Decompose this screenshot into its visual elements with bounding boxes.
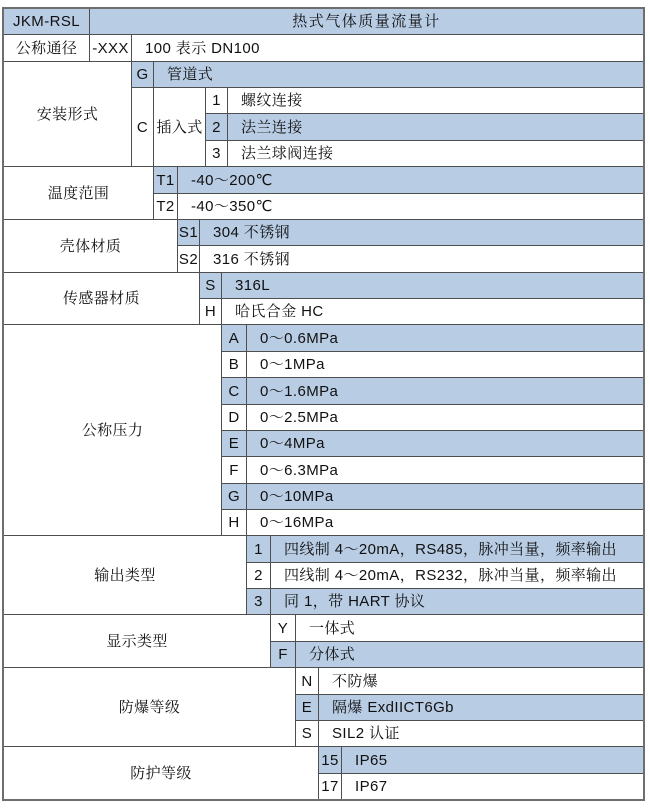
option-value-installation-type-3 — [227, 140, 644, 167]
option-code-installation-type-G — [131, 61, 154, 88]
option-code-temperature-range-T1 — [153, 166, 178, 194]
option-code-explosion-proof-grade-S — [295, 720, 319, 747]
option-value-explosion-proof-grade-N-text: 不防爆 — [332, 672, 379, 690]
option-value-protection-grade-15-text: IP65 — [355, 751, 388, 769]
option-code-explosion-proof-grade-E-text: E — [301, 699, 313, 716]
section-label-display-type-text: 显示类型 — [106, 632, 168, 650]
section-label-nominal-diameter-text: 公称通径 — [15, 39, 78, 57]
option-value-protection-grade-17 — [341, 773, 644, 800]
option-code-output-type-1 — [246, 535, 271, 563]
option-value-protection-grade-15 — [341, 746, 644, 774]
section-label-display-type — [3, 614, 271, 668]
option-code-explosion-proof-grade-N — [295, 667, 319, 695]
option-code-display-type-F — [270, 641, 296, 668]
option-code-nominal-pressure-G — [221, 483, 247, 510]
option-value-nominal-pressure-F — [246, 456, 644, 484]
option-code-nominal-pressure-D-text: D — [228, 409, 240, 426]
option-code-sensor-material-H — [199, 298, 222, 325]
option-code-nominal-pressure-C — [221, 377, 247, 405]
option-code-protection-grade-15 — [318, 746, 342, 774]
product-model-code-text: JKM-RSL — [13, 13, 80, 30]
section-label-protection-grade — [3, 746, 319, 800]
option-code-nominal-pressure-E-text: E — [228, 435, 240, 452]
table-title-text: 热式气体质量流量计 — [292, 13, 441, 30]
option-code-nominal-pressure-F — [221, 456, 247, 484]
option-value-installation-type-G — [153, 61, 644, 88]
option-value-installation-type-2-text: 法兰连接 — [241, 118, 303, 136]
option-value-explosion-proof-grade-S — [318, 720, 644, 747]
option-value-nominal-pressure-B-text: 0～1MPa — [260, 356, 325, 373]
option-value-explosion-proof-grade-S-text: SIL2 认证 — [332, 725, 400, 742]
option-value-display-type-Y — [295, 614, 644, 642]
option-code-nominal-pressure-B — [221, 351, 247, 378]
option-code-installation-type-3-text: 3 — [212, 145, 221, 162]
option-value-explosion-proof-grade-N — [318, 667, 644, 695]
option-value-nominal-pressure-H-text: 0～16MPa — [260, 514, 334, 531]
option-code-temperature-range-T1-text: T1 — [156, 171, 175, 189]
option-code-output-type-3 — [246, 588, 271, 615]
option-value-installation-type-G-text: 管道式 — [167, 66, 214, 83]
table-title — [89, 8, 644, 35]
option-code-explosion-proof-grade-E — [295, 694, 319, 721]
option-value-display-type-Y-text: 一体式 — [309, 619, 356, 637]
option-value-output-type-3-text: 同 1，带 HART 协议 — [284, 593, 426, 610]
option-value-installation-type-3-text: 法兰球阀连接 — [241, 145, 334, 162]
option-value-installation-type-2 — [227, 113, 644, 141]
option-value-sensor-material-S — [221, 272, 644, 299]
product-model-code — [3, 8, 90, 35]
option-code-nominal-pressure-G-text: G — [227, 488, 241, 505]
option-code-output-type-2-text: 2 — [254, 567, 263, 584]
option-value-temperature-range-T2 — [177, 193, 644, 220]
option-code-installation-type-3 — [205, 140, 228, 167]
option-code-installation-type-G-text: G — [136, 66, 149, 83]
option-value-output-type-3 — [270, 588, 644, 615]
section-label-temperature-range-text: 温度范围 — [47, 184, 110, 202]
option-code-nominal-pressure-A — [221, 324, 247, 352]
section-label-output-type — [3, 535, 247, 615]
option-code-temperature-range-T2-text: T2 — [156, 198, 175, 215]
subgroup-code-installation-type — [131, 87, 154, 167]
option-code-display-type-Y-text: Y — [277, 619, 289, 637]
section-label-temperature-range — [3, 166, 154, 220]
option-value-temperature-range-T1 — [177, 166, 644, 194]
option-value-nominal-pressure-B — [246, 351, 644, 378]
option-value-nominal-pressure-E-text: 0～4MPa — [260, 435, 325, 452]
option-code-housing-material-S1 — [177, 219, 200, 246]
option-value-protection-grade-17-text: IP67 — [355, 778, 388, 795]
option-value-nominal-pressure-G — [246, 483, 644, 510]
option-value-display-type-F-text: 分体式 — [309, 646, 356, 663]
option-value-display-type-F — [295, 641, 644, 668]
option-code-nominal-pressure-A-text: A — [228, 329, 240, 347]
option-code-sensor-material-S — [199, 272, 222, 299]
option-value-sensor-material-H — [221, 298, 644, 325]
section-label-explosion-proof-grade-text: 防爆等级 — [118, 698, 181, 716]
option-code-nominal-pressure-H-text: H — [228, 514, 240, 531]
option-value-sensor-material-H-text: 哈氏合金 HC — [235, 303, 324, 320]
section-label-nominal-pressure-text: 公称压力 — [81, 421, 144, 439]
section-label-nominal-pressure — [3, 324, 222, 536]
section-label-output-type-text: 输出类型 — [94, 566, 156, 584]
option-value-nominal-pressure-D-text: 0～2.5MPa — [260, 409, 339, 426]
option-value-housing-material-S2 — [199, 245, 644, 273]
option-code-display-type-F-text: F — [278, 646, 288, 663]
option-value-nominal-pressure-H — [246, 509, 644, 536]
option-value-nominal-pressure-F-text: 0～6.3MPa — [260, 461, 339, 479]
option-code-housing-material-S1-text: S1 — [178, 224, 199, 241]
option-code-installation-type-1 — [205, 87, 228, 114]
option-code-output-type-3-text: 3 — [254, 593, 263, 610]
section-label-explosion-proof-grade — [3, 667, 296, 747]
option-code-temperature-range-T2 — [153, 193, 178, 220]
option-code-sensor-material-S-text: S — [205, 277, 216, 294]
option-value-output-type-2 — [270, 562, 644, 589]
option-value-output-type-1-text: 四线制 4～20mA，RS485，脉冲当量，频率输出 — [284, 540, 617, 558]
option-code-protection-grade-17-text: 17 — [321, 778, 339, 795]
option-value-housing-material-S2-text: 316 不锈钢 — [213, 250, 290, 268]
option-value-installation-type-1 — [227, 87, 644, 114]
option-code-output-type-2 — [246, 562, 271, 589]
section-label-sensor-material-text: 传感器材质 — [62, 290, 140, 307]
section-label-protection-grade-text: 防护等级 — [130, 764, 192, 782]
option-value-explosion-proof-grade-E — [318, 694, 644, 721]
option-value-nominal-pressure-A-text: 0～0.6MPa — [260, 329, 339, 347]
option-value-nominal-diameter--XXX-text: 100 表示 DN100 — [145, 39, 260, 57]
option-value-output-type-2-text: 四线制 4～20mA，RS232，脉冲当量，频率输出 — [284, 567, 617, 584]
section-label-installation-type-text: 安装形式 — [36, 105, 99, 123]
option-code-nominal-pressure-D — [221, 404, 247, 431]
option-value-nominal-pressure-G-text: 0～10MPa — [260, 488, 334, 505]
section-label-housing-material-text: 壳体材质 — [59, 237, 122, 255]
subgroup-code-installation-type-text: C — [136, 118, 149, 136]
option-value-nominal-pressure-D — [246, 404, 644, 431]
option-value-temperature-range-T1-text: -40～200℃ — [191, 171, 273, 189]
option-code-sensor-material-H-text: H — [204, 303, 217, 320]
option-code-installation-type-2 — [205, 113, 228, 141]
option-value-nominal-pressure-C-text: 0～1.6MPa — [260, 382, 339, 400]
option-code-protection-grade-17 — [318, 773, 342, 800]
option-code-explosion-proof-grade-N-text: N — [301, 672, 313, 690]
option-code-output-type-1-text: 1 — [254, 540, 263, 558]
option-code-explosion-proof-grade-S-text: S — [301, 725, 313, 742]
option-value-sensor-material-S-text: 316L — [235, 277, 270, 294]
option-code-nominal-diameter--XXX-text: -XXX — [92, 39, 129, 57]
option-code-nominal-pressure-F-text: F — [229, 461, 239, 479]
section-label-sensor-material — [3, 272, 200, 325]
option-value-nominal-pressure-A — [246, 324, 644, 352]
option-code-nominal-pressure-E — [221, 430, 247, 457]
option-value-nominal-pressure-C — [246, 377, 644, 405]
option-value-housing-material-S1-text: 304 不锈钢 — [213, 224, 290, 241]
option-code-nominal-pressure-H — [221, 509, 247, 536]
option-value-nominal-diameter--XXX — [131, 34, 644, 62]
option-code-protection-grade-15-text: 15 — [321, 751, 339, 769]
option-value-temperature-range-T2-text: -40～350℃ — [191, 198, 273, 215]
option-code-installation-type-1-text: 1 — [212, 92, 221, 109]
option-value-installation-type-1-text: 螺纹连接 — [241, 92, 303, 109]
option-code-installation-type-2-text: 2 — [212, 118, 221, 136]
option-value-explosion-proof-grade-E-text: 隔爆 ExdIICT6Gb — [332, 699, 454, 716]
section-label-installation-type — [3, 61, 132, 167]
option-code-display-type-Y — [270, 614, 296, 642]
option-value-nominal-pressure-E — [246, 430, 644, 457]
option-code-nominal-diameter--XXX — [89, 34, 132, 62]
option-code-nominal-pressure-C-text: C — [228, 382, 240, 400]
section-label-nominal-diameter — [3, 34, 90, 62]
option-code-nominal-pressure-B-text: B — [228, 356, 240, 373]
section-label-housing-material — [3, 219, 178, 273]
subgroup-label-installation-type — [153, 87, 206, 167]
option-value-housing-material-S1 — [199, 219, 644, 246]
subgroup-label-installation-type-text: 插入式 — [156, 118, 203, 136]
option-value-output-type-1 — [270, 535, 644, 563]
option-code-housing-material-S2 — [177, 245, 200, 273]
option-code-housing-material-S2-text: S2 — [178, 250, 199, 268]
